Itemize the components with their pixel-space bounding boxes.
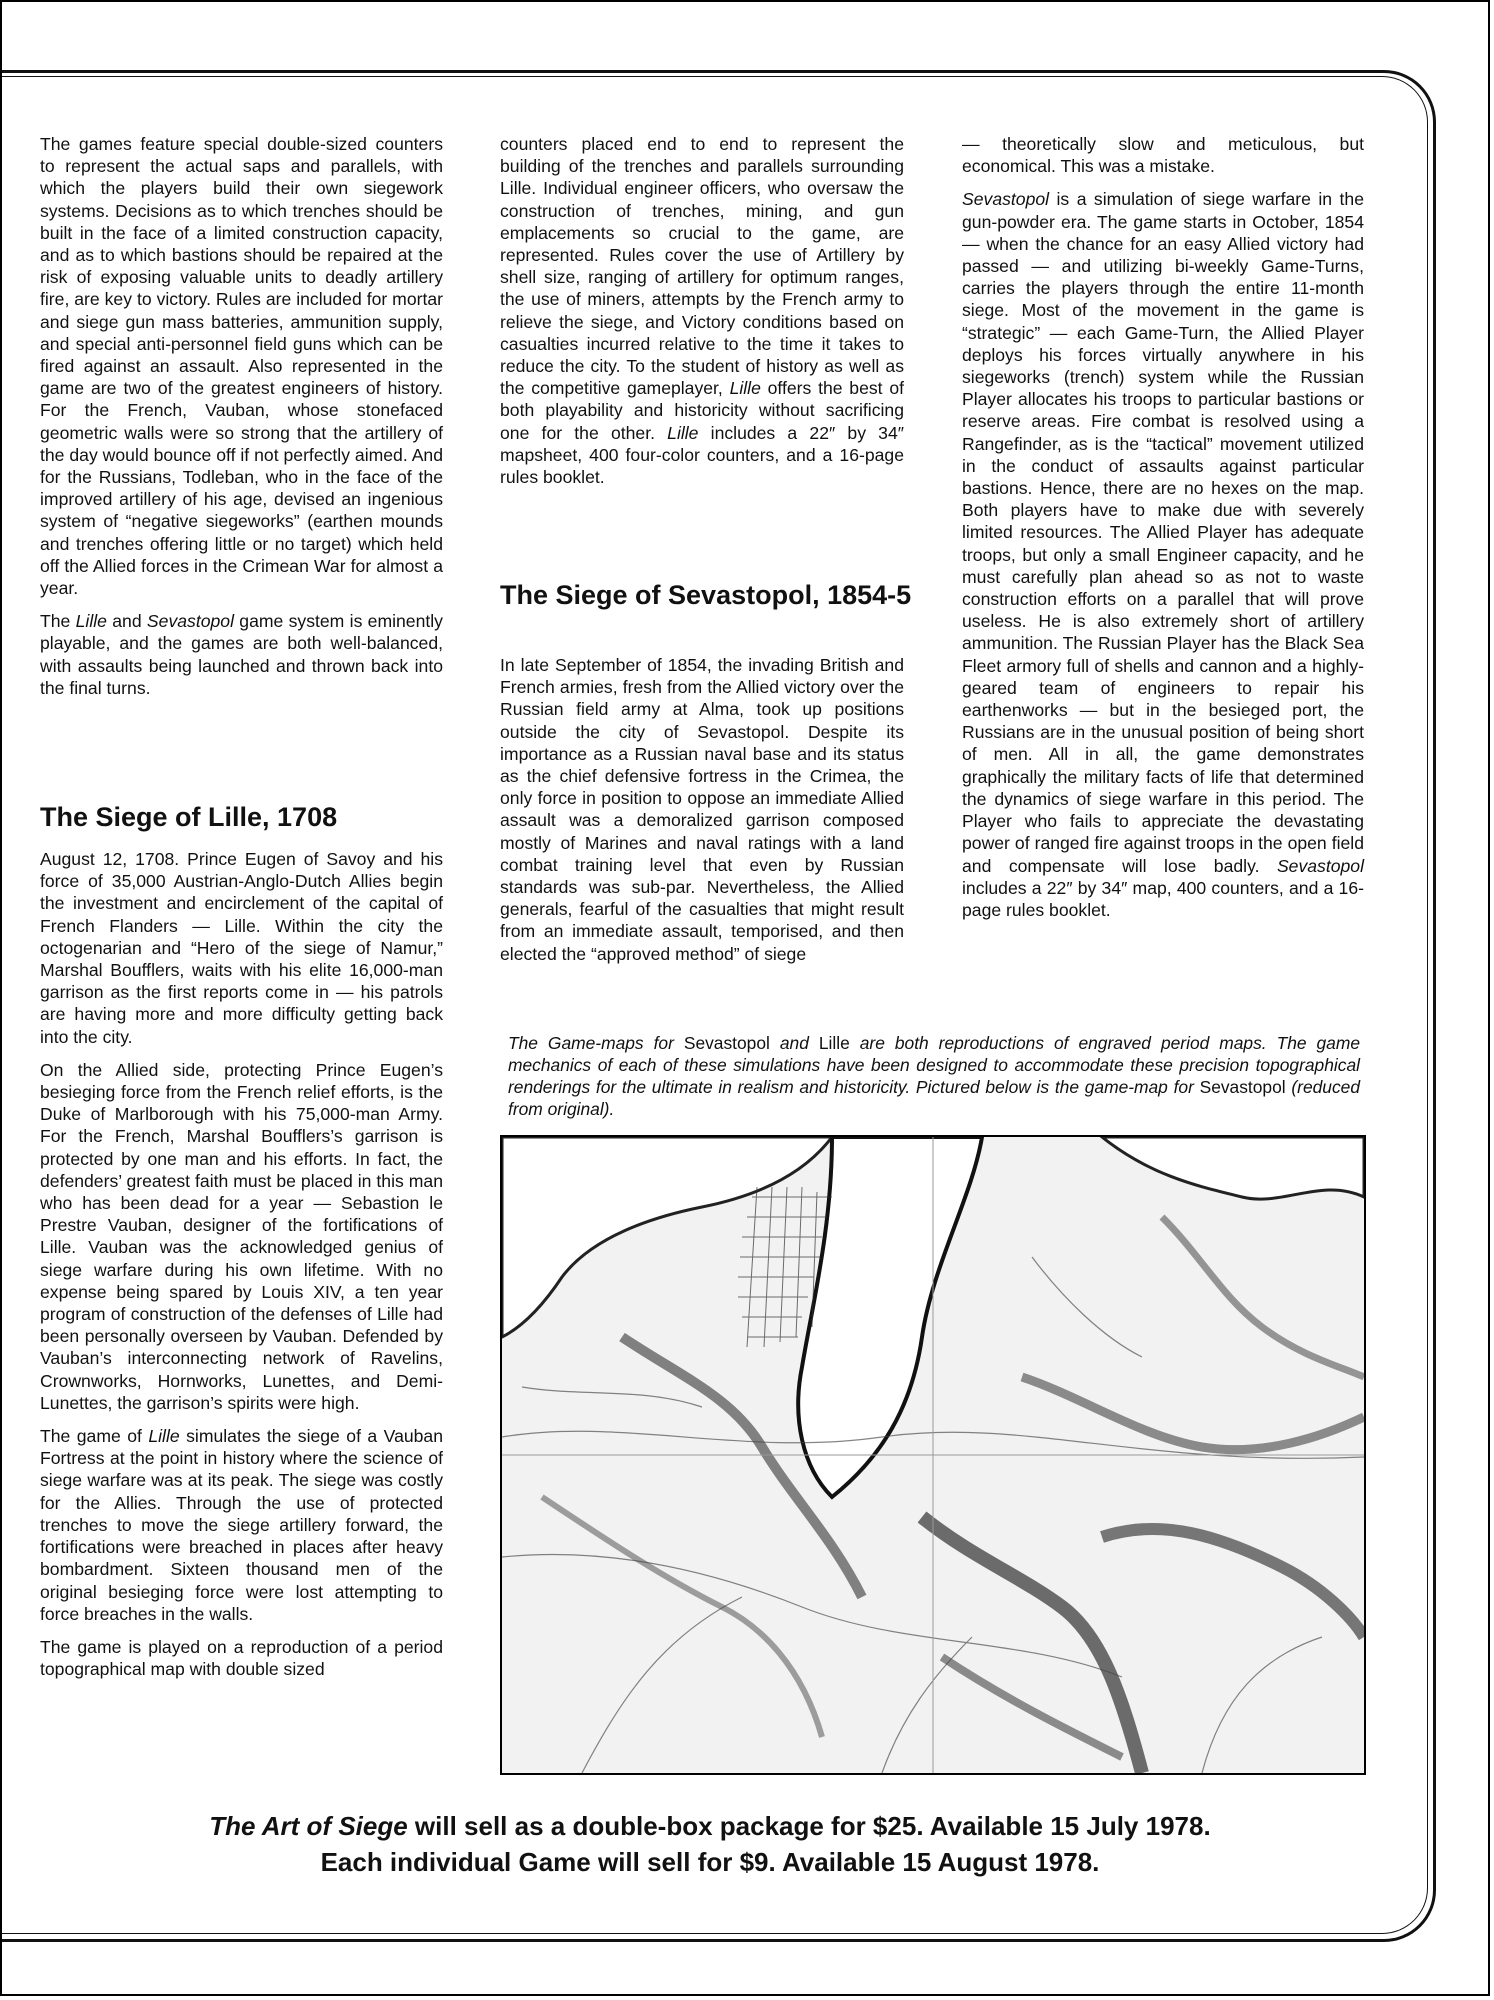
product-title: The Art of Siege (209, 1811, 408, 1841)
text: The Game-maps for (508, 1033, 684, 1053)
paragraph: August 12, 1708. Prince Eugen of Savoy and his force of 35,000 Austrian-Anglo-Dutch Allies begin the investment and encirclement of the capital of French Flanders — Lille. Within the city the octogenarian and “Hero of the siege of Namur,” Marshal Boufflers, waits with his elite 16,000-man garrison as the first reports come in — his patrols are having more and more difficulty getting back into the city. (40, 849, 443, 1047)
text: counters placed end to end to represent the building of the trenches and parallels surrounding Lille. Individual engineer officers, who oversaw the construction of trenches, mining, and gun emplacements so crucial to the game, are represented. Rules cover the use of Artillery by shell size, ranging of artillery for optimum ranges, the use of miners, attempts by the French army to relieve the siege, and Victory conditions based on casualties incurred relative to the time it takes to reduce the city. To the student of history as well as the competitive gameplayer, (500, 134, 904, 399)
text: includes a 22″ by 34″ mapsheet, 400 four-color counters, and a 16-page rules booklet. (500, 422, 904, 488)
heading-siege-of-lille: The Siege of Lille, 1708 (40, 802, 338, 832)
game-title: Lille (729, 378, 761, 399)
column-2 (500, 133, 904, 499)
text: offers the best of both playability and historicity without sacrificing one for the other. (500, 378, 904, 443)
heading-siege-of-sevastopol: The Siege of Sevastopol, 1854-5 (500, 580, 912, 610)
paragraph: The game is played on a reproduction of a period topographical map with double sized (40, 1636, 443, 1680)
column-1-lower (40, 848, 443, 1691)
sevastopol-game-map-image (500, 1135, 1366, 1775)
text: and (106, 611, 147, 632)
column-1 (40, 133, 443, 710)
text: will sell as a double-box package for $25. Available 15 July 1978. (407, 1811, 1211, 1841)
footer-line-1 (60, 1810, 1360, 1842)
column-3 (962, 133, 1364, 932)
text: game system is eminently playable, and the games are both well-balanced, with assaults being launched and thrown back into the final turns. (40, 611, 443, 698)
paragraph (962, 188, 1364, 921)
game-title: Lille (818, 1033, 850, 1053)
game-title: Sevastopol (683, 1033, 770, 1053)
paragraph: In late September of 1854, the invading British and French armies, fresh from the Allied victory over the Russian field army at Alma, took up positions outside the city of Sevastopol. Despite its importance as a Russian naval base and its status as the chief defensive fortress in the Crimea, the only force in position to oppose an immediate Allied assault was a demoralized garrison composed mostly of Marines and naval ratings with a land combat training level that even by Russian standards was sub-par. Nevertheless, the Allied generals, fearful of the casualties that might result from an immediate assault, temporised, and then elected the “approved method” of siege (500, 655, 904, 964)
paragraph (40, 1425, 443, 1625)
text: The game of (40, 1426, 149, 1447)
map-caption (508, 1032, 1360, 1120)
text: is a simulation of siege warfare in the gun-powder era. The game starts in October, 1854 — when the chance for an easy Allied victory had passed — and utilizing bi-weekly Game-Turns, carries the players through the entire 11-month siege. Most of the movement in the game is “strategic” — each Game-Turn, the Allied Player deploys his forces virtually anywhere in his siegeworks (trench) system while the Russian Player allocates his troops to particular bastions or reserve areas. Fire combat is resolved using a Rangefinder, as is the “tactical” movement utilized in the conduct of assaults against particular bastions. Hence, there are no hexes on the map. Both players have to make due with severely limited resources. The Allied Player has adequate troops, but only a small Engineer capacity, and he must carefully plan ahead so as not to waste construction efforts on a parallel that will prove useless. He is also extremely short of artillery ammunition. The Russian Player has the Black Sea Fleet armory full of shells and cannon and a highly-geared team of engineers to repair his earthenworks — but in the besieged port, the Russians are in the unusual position of being short of men. All in all, the game demonstrates graphically the military facts of life that determined the dynamics of siege warfare in this period. The Player who fails to appreciate the devastating power of ranged fire against troops in the open field and compensate will lose badly. (962, 189, 1364, 876)
paragraph: On the Allied side, protecting Prince Eugen’s besieging force from the French relief efforts, is the Duke of Marlborough with his 75,000-man Army. For the French, Marshal Boufflers’s garrison is protected by one man and his efforts. In fact, the defenders’ greatest faith must be placed in this man who has been dead for a year — Sebastion le Prestre Vauban, designer of the fortifications of Lille. Vauban was the acknowledged genius of siege warfare during his own lifetime. With no expense being spared by Louis XIV, a ten year program of construction of the defenses of Lille had been personally overseen by Vauban. Defended by Vauban’s interconnecting network of Ravelins, Crownworks, Hornworks, Lunettes, and Demi-Lunettes, the garrison’s spirits were high. (40, 1059, 443, 1413)
game-title: Lille (148, 1426, 180, 1447)
text: The (40, 611, 76, 632)
text: (reduced from original). (508, 1077, 1360, 1119)
paragraph: — theoretically slow and meticulous, but economical. This was a mistake. (962, 134, 1364, 177)
game-title: Lille (667, 422, 699, 443)
text: and (769, 1033, 819, 1053)
game-title: Sevastopol (1276, 855, 1364, 876)
text: includes a 22″ by 34″ map, 400 counters, and a 16-page rules booklet. (962, 877, 1364, 920)
text: simulates the siege of a Vauban Fortress at the point in history where the science of siege warfare was at its peak. The siege was costly for the Allies. Through the use of protected trenches to move the siege artillery forward, the fortifications were breached in places after heavy bombardment. Sixteen thousand men of the original besieging force were lost attempting to force breaches in the walls. (40, 1426, 443, 1624)
paragraph (500, 133, 904, 488)
game-title: Sevastopol (1199, 1077, 1286, 1097)
paragraph: The games feature special double-sized counters to represent the actual saps and parallels, with which the players build their own siegework systems. Decisions as to which trenches should be built in the face of a limited construction capacity, and as to which bastions should be repaired at the risk of exposing valuable units to deadly artillery fire, are key to victory. Rules are included for mortar and siege gun mass batteries, ammunition supply, and special anti-personnel field guns which can be fired against an assault. Also represented in the game are two of the greatest engineers of history. For the French, Vauban, whose stonefaced geometric walls were so strong that the artillery of the day would bounce off if not perfectly aimed. And for the Russians, Todleban, who in the face of the improved artillery of his age, devised an ingenious system of “negative siegeworks” (earthen mounds and trenches offering little or no target) which held off the Allied forces in the Crimean War for almost a year. (40, 134, 443, 599)
column-2-lower (500, 654, 904, 976)
footer-line-2: Each individual Game will sell for $9. Available 15 August 1978. (320, 1847, 1100, 1877)
game-title: Sevastopol (962, 189, 1050, 210)
game-title: Sevastopol (146, 611, 234, 632)
paragraph (40, 610, 443, 699)
text: are both reproductions of engraved period maps. The game mechanics of each of these simulations have been designed to accommodate these precision topographical renderings for the ultimate in realism and historicity. Pictured below is the game-map for (508, 1033, 1361, 1097)
engraved-map-illustration (502, 1137, 1364, 1773)
game-title: Lille (75, 611, 107, 632)
